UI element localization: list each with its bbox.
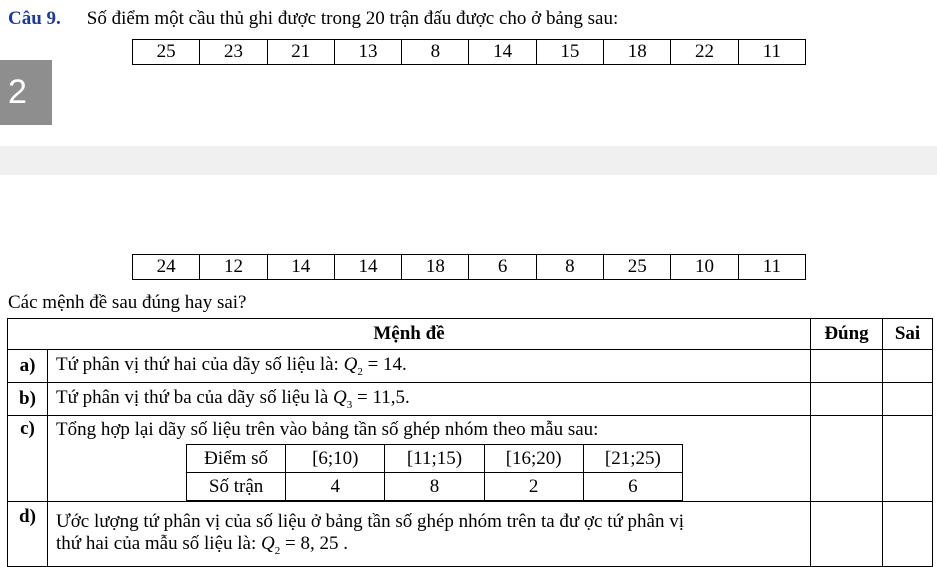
answer-true-b[interactable] [811,383,883,416]
page-number-badge: 2 [0,60,52,125]
question-text: Số điểm một cầu thủ ghi được trong 20 trận đấu được cho ở bảng sau: [86,8,619,29]
statement-a [48,350,811,383]
data-cell: 8 [536,255,603,280]
math-var: Q [261,533,275,555]
statement-c [48,416,811,502]
statement-text: Tứ phân vị thứ ba của dãy số liệu là [56,387,334,409]
statement-text: Tứ phân vị thứ hai của dãy số liệu là: [56,354,344,376]
freq-count: 6 [583,473,682,501]
data-cell: 12 [200,255,267,280]
data-cell: 14 [334,255,401,280]
freq-group: [16;20) [484,445,583,473]
header-false: Sai [883,319,933,350]
freq-group: [21;25) [583,445,682,473]
row-label: b) [8,383,48,416]
header-statement: Mệnh đề [8,319,811,350]
data-cell: 11 [738,255,805,280]
prompt-text: Các mệnh đề sau đúng hay sai? [8,292,247,313]
question-title [8,8,618,30]
freq-count-label: Số trận [187,473,286,501]
table-row-b [8,383,933,416]
answer-false-d[interactable] [883,502,933,567]
data-table-row-2 [132,254,806,280]
data-cell: 25 [133,40,200,65]
math-rest: = 11,5. [352,387,410,409]
data-table-row-1 [132,39,806,65]
data-cell: 18 [604,40,671,65]
freq-group: [6;10) [286,445,385,473]
data-cell: 11 [738,40,805,65]
data-cell: 14 [267,255,334,280]
overlay-band [0,146,937,175]
data-cell: 25 [604,255,671,280]
data-cell: 13 [334,40,401,65]
answer-true-c[interactable] [811,416,883,502]
data-cell: 14 [469,40,536,65]
table-row-a [8,350,933,383]
statement-text-line-2 [56,533,810,557]
table-row-d [8,502,933,567]
statement-d [48,502,811,567]
math-sub: 2 [274,544,281,557]
data-cell: 6 [469,255,536,280]
freq-header-row [187,445,683,473]
data-cell: 10 [671,255,738,280]
data-cell: 15 [536,40,603,65]
frequency-table [186,444,683,501]
row-label: a) [8,350,48,383]
data-cell: 24 [133,255,200,280]
answer-false-c[interactable] [883,416,933,502]
row-label: c) [8,416,48,502]
freq-count: 4 [286,473,385,501]
freq-group: [11;15) [385,445,484,473]
answer-false-b[interactable] [883,383,933,416]
data-cell: 18 [402,255,469,280]
math-var: Q [333,387,347,409]
row-label: d) [8,502,48,567]
statement-text: Tổng hợp lại dãy số liệu trên vào bảng tần số ghép nhóm theo mẫu sau: [56,419,599,440]
freq-header-label: Điểm số [187,445,286,473]
math-var: Q [343,354,358,376]
data-cell: 8 [402,40,469,65]
answer-true-d[interactable] [811,502,883,567]
table-row-c [8,416,933,502]
data-cell: 23 [200,40,267,65]
freq-count: 8 [385,473,484,501]
statement-text: thứ hai của mẫu số liệu là: [56,533,261,555]
statement-b [48,383,811,416]
answer-false-a[interactable] [883,350,933,383]
table-header-row [8,319,933,350]
freq-count: 2 [484,473,583,501]
math-sub: 3 [346,398,353,411]
math-sub: 2 [357,365,363,378]
math-rest: = 8, 25 . [280,533,348,555]
data-cell: 22 [671,40,738,65]
data-cell: 21 [267,40,334,65]
question-number: Câu 9. [8,8,61,29]
statement-text-line-1: Ước lượng tứ phân vị của số liệu ở bảng tần số ghép nhóm trên ta đư ợc tứ phân vị [56,511,685,533]
true-false-table [7,318,933,567]
header-true: Đúng [811,319,883,350]
freq-count-row [187,473,683,501]
answer-true-a[interactable] [811,350,883,383]
math-rest: = 14. [362,354,407,376]
